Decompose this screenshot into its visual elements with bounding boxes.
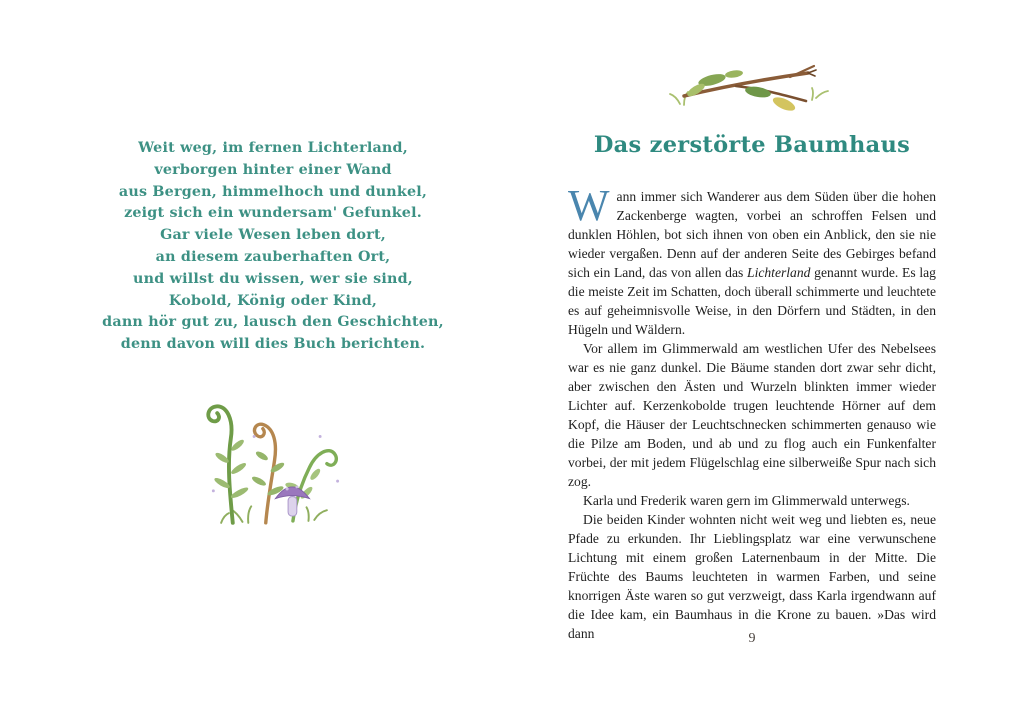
poem-line: und willst du wissen, wer sie sind, [133, 270, 413, 287]
fern-and-mushroom-illustration [192, 372, 357, 532]
paragraph: Die beiden Kinder wohnten nicht weit weg und liebten es, neue Pfade zu erkunden. Ihr Lieblingsplatz war eine verwunschene Lichtung mit einem großen Laternenbaum in der Mitte. Die Früchte des Baums leuchteten in warmen Farben, und seine knorrigen Äste waren so gut verzweigt, dass Karla irgendwann auf die Idee kam, ein Baumhaus in die Krone zu bauen. »Das wird dann [568, 512, 936, 641]
chapter-title: Das zerstörte Baumhaus [593, 132, 911, 158]
broken-twig-illustration [666, 58, 836, 120]
poem-line: Kobold, König oder Kind, [168, 292, 378, 309]
poem-line: aus Bergen, himmelhoch und dunkel, [118, 183, 428, 200]
poem-line: Weit weg, im fernen Lichterland, [138, 140, 408, 156]
poem-line: denn davon will dies Buch berichten. [120, 336, 426, 353]
paragraph: Vor allem im Glimmerwald am westlichen Ufer des Nebelsees war es nie ganz dunkel. Die Bäume standen dort zwar sehr dicht, aber zwischen den Ästen und Wurzeln blinkten immer wieder Lichter auf. Kerzenkobolde trugen leuchtende Hörner auf dem Kopf, die Häuser der Leuchtschnecken schimmerten genauso wie die Pilze am Boden, und ab und zu flog auch ein Funkenfalter vorbei, der mit jedem Flügelschlag eine silberweiße Spur nach sich zog. [568, 341, 936, 489]
drop-cap: W [568, 181, 610, 230]
page-number: 9 [748, 631, 756, 646]
fern-frond [251, 424, 286, 523]
paragraph: Karla und Frederik waren gern im Glimmerwald unterwegs. [583, 493, 910, 508]
poem-line: an diesem zauberhaften Ort, [155, 248, 391, 265]
fern-frond [208, 406, 249, 523]
poem-line: verborgen hinter einer Wand [154, 161, 392, 178]
grass-tuft [221, 506, 327, 522]
poem-line: dann hör gut zu, lausch den Geschichten, [102, 314, 444, 331]
poem-line: Gar viele Wesen leben dort, [160, 227, 386, 244]
paragraph: Wann immer sich Wanderer aus dem Süden über die hohen Zackenberge wagten, vorbei an schroffen Felsen und dunklen Höhlen, bot sich ihnen von oben ein Anblick, den sie nie wieder vergaßen. Denn auf der anderen Seite des Gebirges befand sich ein Land, das von allen das Lichterland genannt wurde. Es lag die meiste Zeit im Schatten, doch überall schimmerte und leuchtete es auf geheimnisvolle Weise, in den Dörfern und Städten, in den Hügeln und Wäldern. [568, 181, 936, 337]
poem [63, 138, 483, 356]
body-text [568, 181, 936, 643]
poem-line: zeigt sich ein wundersam' Gefunkel. [124, 205, 422, 222]
